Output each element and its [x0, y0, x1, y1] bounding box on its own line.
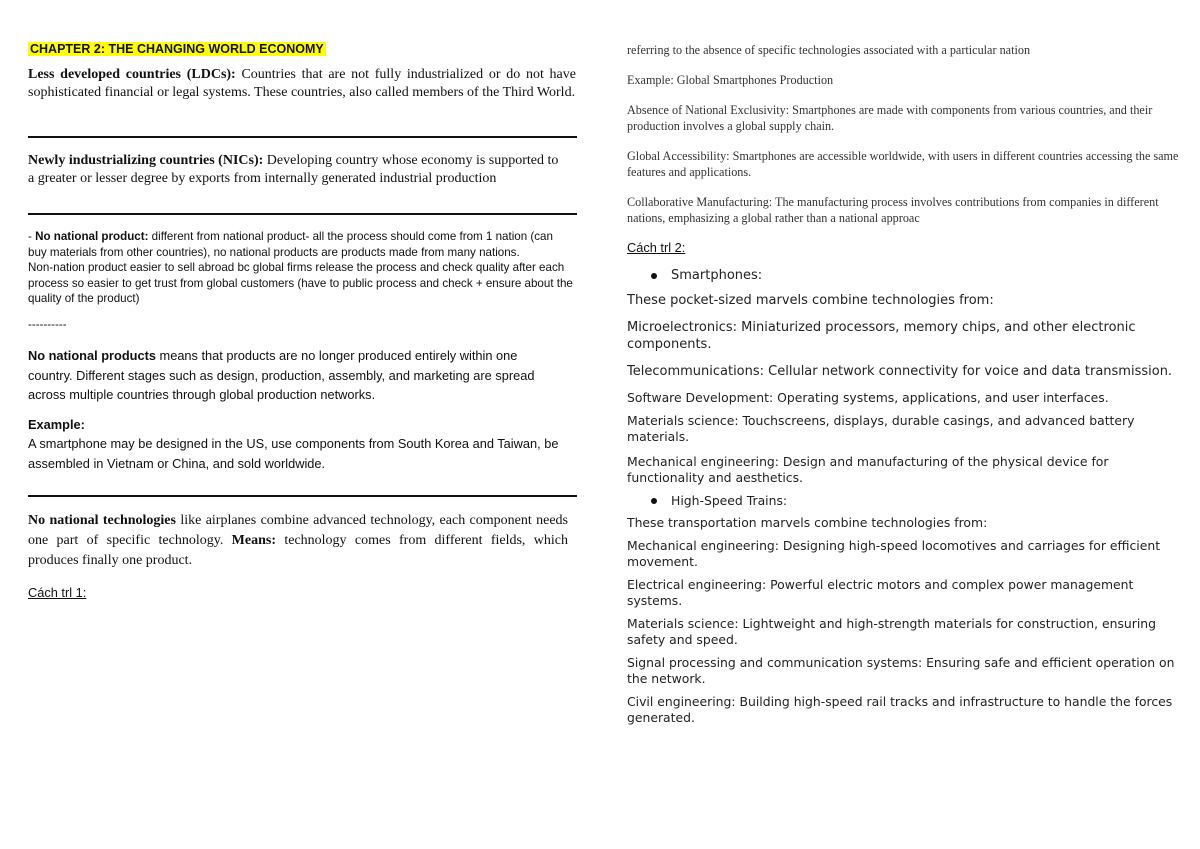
- no-national-tech-text1: like airplanes combine advanced technology, each component needs one part of specific technology.: [28, 513, 569, 548]
- ldc-text: Countries that are not fully industrialized or do not have sophisticated financial or legal systems. These countries, also called members of the Third World.: [28, 67, 576, 100]
- bullet-smartphones: [627, 267, 1179, 284]
- note-term: No national product:: [35, 230, 149, 243]
- ldc-term: Less developed countries (LDCs):: [28, 67, 236, 82]
- divider: [28, 213, 577, 215]
- accessibility-paragraph: Global Accessibility: Smartphones are accessible worldwide, with users in different countries accessing the same features and applications.: [627, 149, 1179, 179]
- bullet-dot-icon: [651, 498, 657, 504]
- ldc-definition: [28, 66, 576, 102]
- example-text: A smartphone may be designed in the US, use components from South Korea and Taiwan, be assembled in Vietnam or China, and sold worldwide.: [28, 436, 559, 471]
- train-item: Signal processing and communication systems: Ensuring safe and efficient operation on the network.: [627, 654, 1175, 686]
- smartphone-item: Microelectronics: Miniaturized processors, memory chips, and other electronic components.: [627, 320, 1136, 352]
- left-column: [28, 38, 578, 613]
- right-intro-line: referring to the absence of specific technologies associated with a particular nation: [627, 43, 1031, 57]
- smartphone-item: Telecommunications: Cellular network connectivity for voice and data transmission.: [627, 364, 1173, 379]
- chapter-title: CHAPTER 2: THE CHANGING WORLD ECONOMY: [30, 42, 324, 56]
- train-item: Electrical engineering: Powerful electric motors and complex power management systems.: [627, 576, 1134, 608]
- divider: [28, 495, 577, 497]
- no-national-tech-term: No national technologies: [28, 513, 176, 528]
- smartphone-item: Software Development: Operating systems, applications, and user interfaces.: [627, 390, 1109, 405]
- example-label: Example:: [28, 416, 85, 432]
- example-heading: Example: Global Smartphones Production: [627, 73, 834, 87]
- train-item: Mechanical engineering: Designing high-speed locomotives and carriages for efficient movement.: [627, 537, 1161, 569]
- no-national-products-text: means that products are no longer produced entirely within one country. Different stages such as design, production, assembly, and marketing are spread across multiple countries through global production networks.: [28, 348, 535, 402]
- no-national-tech-paragraph: [28, 511, 568, 571]
- note-line1: different from national product- all the process should come from 1 nation (can buy materials from other countries), no national products are products made from many nations.: [28, 230, 553, 259]
- nic-text: Developing country whose economy is supported to a greater or lesser degree by exports from internally generated industrial production: [28, 153, 559, 186]
- train-item: Materials science: Lightweight and high-strength materials for construction, ensuring safety and speed.: [627, 615, 1157, 647]
- nic-definition: [28, 152, 568, 188]
- bullet-trains: [627, 493, 1179, 510]
- bullet-smartphones-label: Smartphones:: [671, 268, 763, 283]
- no-national-products-paragraph: [28, 346, 558, 405]
- no-national-product-note: [28, 229, 573, 307]
- cach-tri-2-link[interactable]: Cách trl 2:: [627, 240, 686, 255]
- smartphone-item: Mechanical engineering: Design and manufacturing of the physical device for functionality and aesthetics.: [627, 453, 1109, 485]
- nic-term: Newly industrializing countries (NICs):: [28, 153, 264, 168]
- train-item: Civil engineering: Building high-speed rail tracks and infrastructure to handle the forces generated.: [627, 693, 1173, 725]
- right-column: [627, 42, 1179, 727]
- bullet-trains-label: High-Speed Trains:: [671, 492, 788, 508]
- smartphones-intro: These pocket-sized marvels combine technologies from:: [627, 293, 994, 308]
- note-prefix: -: [28, 230, 36, 243]
- exclusivity-paragraph: Absence of National Exclusivity: Smartphones are made with components from various countries, and their production involves a global supply chain.: [627, 103, 1153, 133]
- no-national-products-term: No national products: [28, 348, 156, 363]
- divider: [28, 136, 577, 138]
- trains-intro: These transportation marvels combine technologies from:: [627, 515, 988, 530]
- cach-tri-1-link[interactable]: Cách trl 1:: [28, 585, 87, 600]
- collaborative-paragraph: Collaborative Manufacturing: The manufacturing process involves contributions from companies in different nations, emphasizing a global rather than a national approac: [627, 195, 1159, 225]
- bullet-dot-icon: [651, 273, 657, 279]
- smartphone-item: Materials science: Touchscreens, displays, durable casings, and advanced battery materials.: [627, 412, 1135, 444]
- means-label: Means:: [231, 533, 276, 548]
- separator: ----------: [28, 317, 67, 331]
- no-national-tech-text2: technology comes from different fields, which produces finally one product.: [28, 533, 568, 568]
- note-line2: Non-nation product easier to sell abroad bc global firms release the process and check quality after each process so easier to get trust from global customers (have to public process and check + ensure about the quality of the product): [28, 261, 573, 305]
